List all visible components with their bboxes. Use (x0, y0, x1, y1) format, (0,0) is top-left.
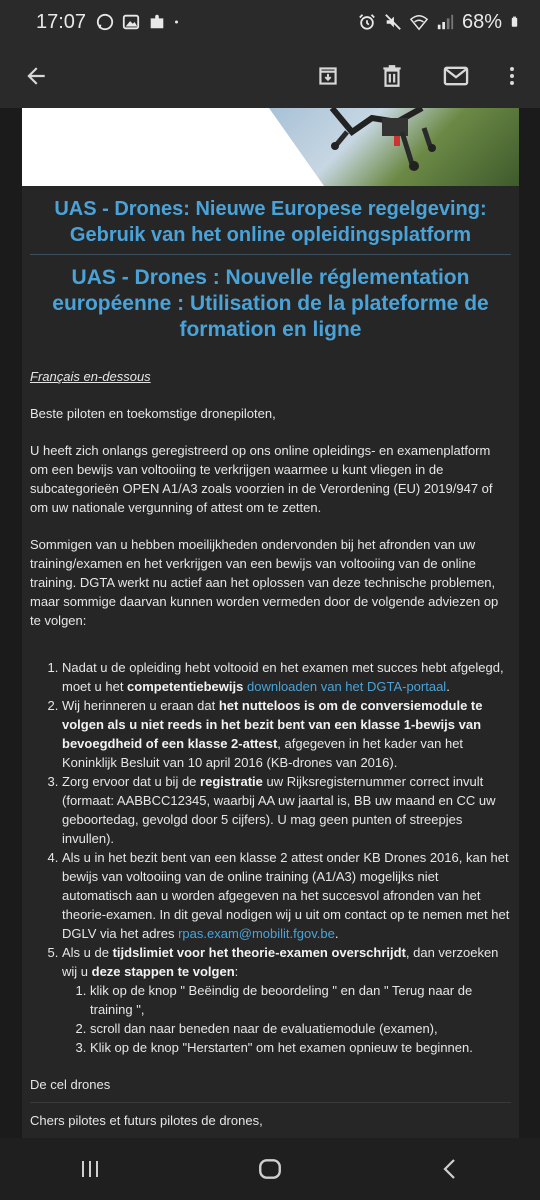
title-divider (30, 254, 511, 255)
back-nav-icon (438, 1157, 462, 1181)
list-item: 2. Wij herinneren u eraan dat het nutteloos is om de conversiemodule te volgen als u niet reeds in het bezit bent van een klasse 1-bewijs van bevoegdheid of een klasse 2-attest, afgegeven in het kader van het Koninklijk Besluit van 10 april 2016 (KB-drones van 2016). (62, 696, 511, 772)
wifi-icon (410, 13, 428, 31)
more-options-button[interactable] (492, 56, 532, 96)
mail-icon (442, 62, 470, 90)
title-french: UAS - Drones : Nouvelle réglementation européenne : Utilisation de la plateforme de formation en ligne (52, 266, 489, 341)
dot-icon (174, 13, 184, 31)
status-bar (0, 0, 540, 44)
system-nav-bar (0, 1138, 540, 1200)
greeting-dutch: Beste piloten en toekomstige dronepiloten, (30, 406, 276, 421)
list-item: 4. Als u in het bezit bent van een klasse 2 attest onder KB Drones 2016, kan het bewijs van voltooiing van de online training (A1/A3) mogelijks niet automatisch aan u worden afgegeven na het succesvol afronden van het theorie-examen. In dit geval nodigen wij u uit om contact op te nemen met het DGLV via het adres rpas.exam@mobilit.fgov.be. (62, 848, 511, 943)
back-icon (23, 63, 49, 89)
delete-icon (379, 63, 405, 89)
more-icon (500, 64, 524, 88)
list-item: 1. Nadat u de opleiding hebt voltooid en het examen met succes hebt afgelegd, moet u het competentiebewijs downloaden van het DGTA-portaal. (62, 658, 511, 696)
back-nav-button[interactable] (430, 1149, 470, 1189)
archive-button[interactable] (308, 56, 348, 96)
drone-icon (312, 108, 472, 178)
steps-list (62, 981, 511, 1057)
email-banner (22, 108, 519, 186)
battery-icon (510, 13, 522, 31)
alarm-icon (358, 13, 376, 31)
delete-button[interactable] (372, 56, 412, 96)
home-button[interactable] (250, 1149, 290, 1189)
french-below-link[interactable]: Français en-dessous (30, 369, 151, 384)
email-titles (22, 186, 519, 343)
recents-icon (78, 1157, 102, 1181)
home-icon (257, 1156, 283, 1182)
email-address-link[interactable]: rpas.exam@mobilit.fgov.be (178, 926, 335, 941)
whatsapp-icon (96, 13, 114, 31)
battery-percent: 68% (461, 10, 502, 33)
language-divider (30, 1102, 511, 1103)
greeting-french: Chers pilotes et futurs pilotes de drones, (30, 1113, 263, 1128)
list-item: 2. scroll dan naar beneden naar de evaluatiemodule (examen), (90, 1019, 511, 1038)
paragraph-1: U heeft zich onlangs geregistreerd op ons online opleidings- en examenplatform om een bewijs van voltooiing te verkrijgen waarmee u kunt vliegen in de subcategorieën OPEN A1/A3 zoals voorzien in de Verordening (EU) 2019/947 of om uw nationale vergunning of attest om te zetten. (30, 443, 493, 515)
gallery-icon (122, 13, 140, 31)
email-body (22, 108, 519, 1138)
list-item: 3. Klik op de knop "Herstarten" om het examen opnieuw te beginnen. (90, 1038, 511, 1057)
list-item: 5. Als u de tijdslimiet voor het theorie-examen overschrijdt, dan verzoeken wij u deze stappen te volgen: 1. klik op de knop " Beëindig de beoordeling " en dan " Terug naar de training ", 2. scroll dan naar beneden naar de evaluatiemodule (examen), 3. Klik op de knop "Herstarten" om het examen opnieuw te beginnen. (62, 943, 511, 1057)
list-item: 1. klik op de knop " Beëindig de beoordeling " en dan " Terug naar de training ", (90, 981, 511, 1019)
advice-list (30, 658, 511, 1057)
archive-icon (315, 63, 341, 89)
app-bar (0, 44, 540, 108)
puzzle-icon (148, 13, 166, 31)
back-button[interactable] (16, 56, 56, 96)
title-dutch: UAS - Drones: Nieuwe Europese regelgeving: Gebruik van het online opleidingsplatform (54, 198, 487, 246)
list-item: 3. Zorg ervoor dat u bij de registratie uw Rijksregisternummer correct invult (formaat: AABBCC12345, waarbij AA uw jaartal is, BB uw maand en CC uw geboortedag, gevolgd door 5 cijfers). U mag geen punten of streepjes invullen). (62, 772, 511, 848)
email-content-area[interactable] (0, 108, 540, 1138)
status-time: 17:07 (36, 10, 87, 33)
mark-unread-button[interactable] (436, 56, 476, 96)
dgta-portal-link[interactable]: downloaden van het DGTA-portaal (246, 679, 447, 694)
recents-button[interactable] (70, 1149, 110, 1189)
signature: De cel drones (30, 1077, 111, 1092)
paragraph-2: Sommigen van u hebben moeilijkheden ondervonden bij het afronden van uw training/examen en het verkrijgen van een bewijs van voltooiing van de online training. DGTA werkt nu actief aan het oplossen van deze technische problemen, maar sommige daarvan kunnen worden vermeden door de volgende adviezen op te volgen: (30, 537, 499, 628)
email-text (22, 367, 519, 1130)
signal-icon (436, 13, 454, 31)
mute-icon (384, 13, 402, 31)
